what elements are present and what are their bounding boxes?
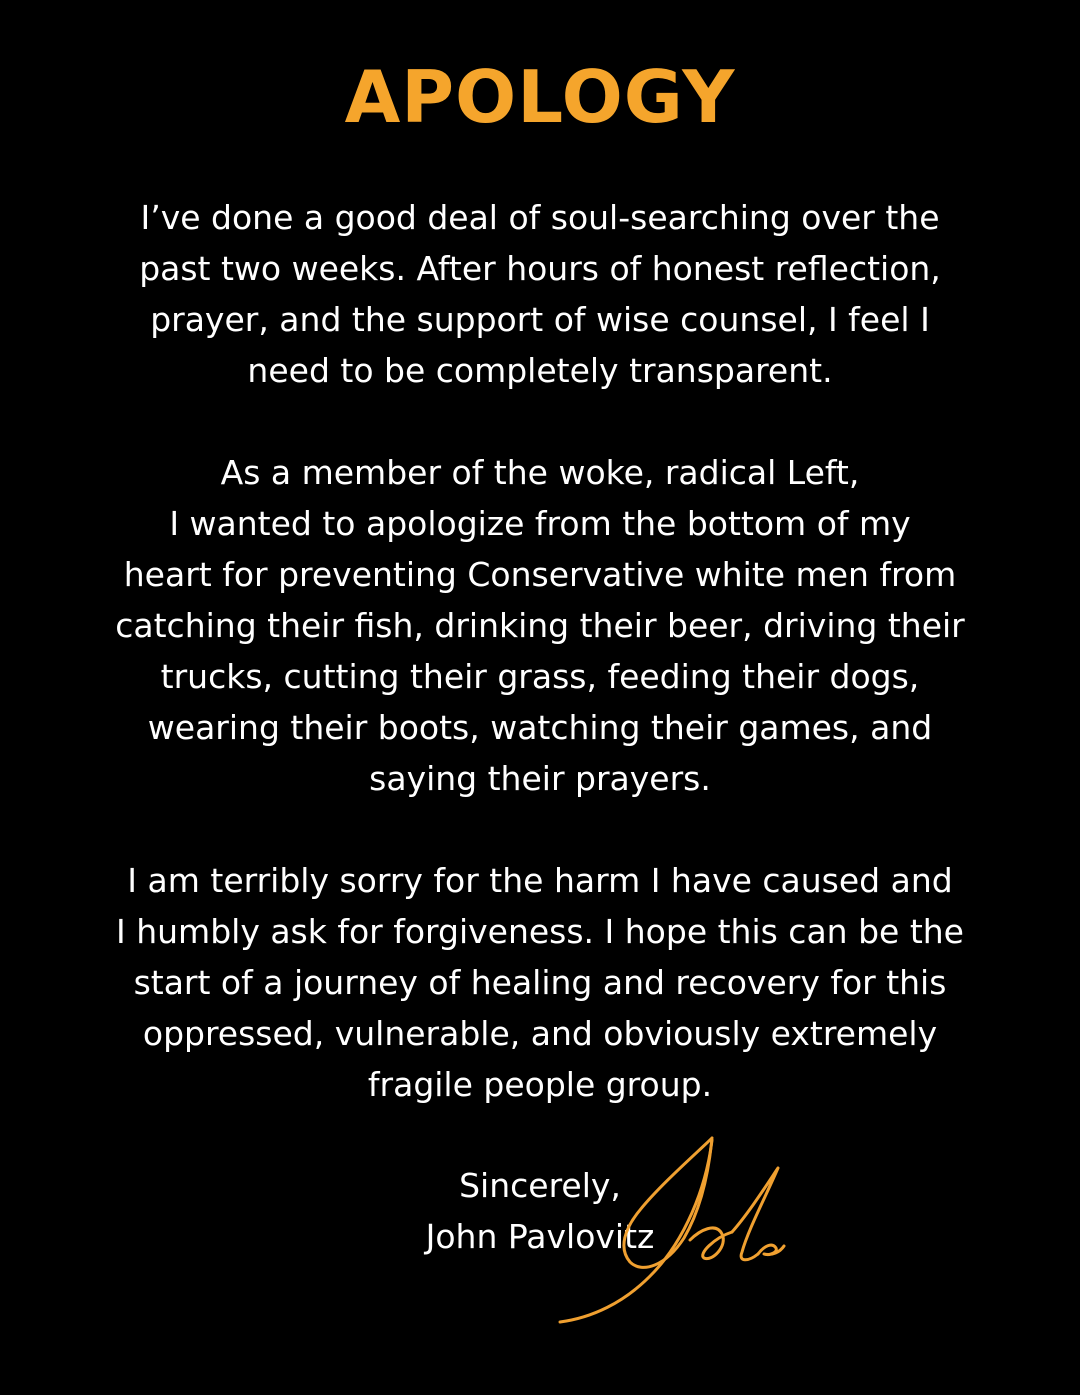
signer-name: John Pavlovitz	[425, 1217, 655, 1256]
paragraph-line: I am terribly sorry for the harm I have caused and	[127, 861, 953, 900]
paragraph-line: I’ve done a good deal of soul-searching over the	[140, 198, 940, 237]
paragraph-line: saying their prayers.	[369, 759, 711, 798]
paragraph-line: start of a journey of healing and recovery for this	[133, 963, 947, 1002]
paragraph-line: heart for preventing Conservative white men from	[123, 555, 957, 594]
paragraph-line: catching their fish, drinking their beer, driving their	[115, 606, 965, 645]
paragraph-line: fragile people group.	[367, 1065, 713, 1104]
paragraph-line: wearing their boots, watching their games, and	[147, 708, 933, 747]
paragraph-line: I humbly ask for forgiveness. I hope this can be the	[116, 912, 964, 951]
paragraph-line: past two weeks. After hours of honest reflection,	[139, 249, 941, 288]
paragraph-1	[40, 192, 1040, 396]
paragraph-line: I wanted to apologize from the bottom of my	[169, 504, 911, 543]
paragraph-line: oppressed, vulnerable, and obviously extremely	[142, 1014, 938, 1053]
paragraph-line: As a member of the woke, radical Left,	[220, 453, 860, 492]
paragraph-line: prayer, and the support of wise counsel, I feel I	[150, 300, 930, 339]
paragraph-line: trucks, cutting their grass, feeding their dogs,	[160, 657, 920, 696]
paragraph-2	[40, 447, 1040, 804]
page-title: APOLOGY	[344, 55, 736, 139]
signoff	[0, 1160, 1080, 1262]
paragraph-3	[40, 855, 1040, 1110]
paragraph-line: need to be completely transparent.	[247, 351, 833, 390]
closing-text: Sincerely,	[459, 1166, 621, 1205]
